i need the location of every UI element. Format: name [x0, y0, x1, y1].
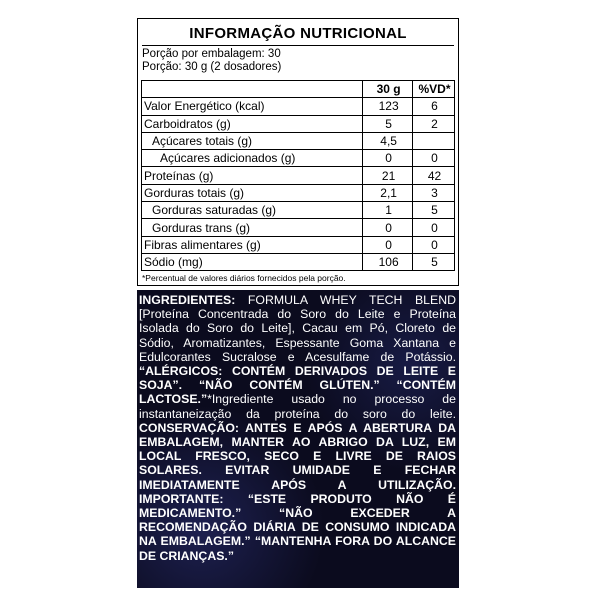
row-daily-value: 5: [413, 253, 455, 270]
table-row: [142, 202, 455, 219]
table-row: [142, 167, 455, 184]
row-daily-value: [413, 132, 455, 149]
nutrition-facts-panel: [137, 18, 459, 286]
table-header-row: [142, 81, 455, 98]
ingredients-text: FORMULA WHEY TECH BLEND [Proteína Concentrada do Soro do Leite e Proteína Isolada do Soro do Leite], Cacau em Pó, Cloreto de Sódio, Aromatizantes, Espessante Goma Xantana e Edulcorantes Sucralose e Acesulfame de Potássio.: [139, 293, 456, 364]
ingredient-footnote: *Ingrediente usado no processo de instantaneização da proteína do soro do leite.: [139, 392, 456, 421]
row-label: Gorduras totais (g): [142, 184, 363, 201]
row-label: Açúcares adicionados (g): [142, 150, 363, 167]
row-amount: 0: [363, 236, 413, 253]
table-row: [142, 132, 455, 149]
storage-and-warnings: CONSERVAÇÃO: ANTES E APÓS A ABERTURA DA EMBALAGEM, MANTER AO ABRIGO DA LUZ, EM LOCAL FRESCO, SECO E LIVRE DE RAIOS SOLARES. EVITAR UMIDADE E FECHAR IMEDIATAMENTE APÓS A UTILIZAÇÃO. IMPORTANTE: “ESTE PRODUTO NÃO É MEDICAMENTO.” “NÃO EXCEDER A RECOMENDAÇÃO DIÁRIA DE CONSUMO INDICADA NA EMBALAGEM.” “MANTENHA FORA DO ALCANCE DE CRIANÇAS.”: [139, 420, 456, 563]
row-amount: 106: [363, 253, 413, 270]
ingredients-panel: [137, 290, 459, 588]
row-daily-value: 6: [413, 98, 455, 115]
row-amount: 2,1: [363, 184, 413, 201]
row-label: Fibras alimentares (g): [142, 236, 363, 253]
table-row: [142, 150, 455, 167]
row-label: Gorduras trans (g): [142, 219, 363, 236]
row-label: Proteínas (g): [142, 167, 363, 184]
row-label: Gorduras saturadas (g): [142, 202, 363, 219]
row-label: Açúcares totais (g): [142, 132, 363, 149]
nutrition-table: [141, 80, 455, 271]
table-row: [142, 98, 455, 115]
nutrition-title: INFORMAÇÃO NUTRICIONAL: [189, 25, 407, 42]
row-amount: 123: [363, 98, 413, 115]
table-row: [142, 115, 455, 132]
gluten-lactose-warning: “NÃO CONTÉM GLÚTEN.” “CONTÉM LACTOSE.”: [139, 378, 456, 407]
header-blank: [142, 81, 363, 98]
table-row: [142, 236, 455, 253]
row-label: Sódio (mg): [142, 253, 363, 270]
row-amount: 4,5: [363, 132, 413, 149]
row-amount: 21: [363, 167, 413, 184]
row-amount: 1: [363, 202, 413, 219]
table-row: [142, 253, 455, 270]
row-daily-value: 0: [413, 219, 455, 236]
table-row: [142, 184, 455, 201]
row-label: Valor Energético (kcal): [142, 98, 363, 115]
ingredients-label: INGREDIENTES:: [139, 293, 236, 307]
allergen-warning: “ALÉRGICOS: CONTÉM DERIVADOS DE LEITE E SOJA”.: [139, 364, 456, 393]
title-divider: [142, 45, 454, 46]
header-amount: 30 g: [363, 81, 413, 98]
header-daily-value: %VD*: [413, 81, 455, 98]
daily-value-footnote: *Percentual de valores diários fornecidos pela porção.: [142, 273, 346, 283]
row-amount: 0: [363, 150, 413, 167]
row-daily-value: 2: [413, 115, 455, 132]
table-row: [142, 219, 455, 236]
row-daily-value: 0: [413, 236, 455, 253]
row-amount: 0: [363, 219, 413, 236]
row-daily-value: 0: [413, 150, 455, 167]
row-amount: 5: [363, 115, 413, 132]
row-daily-value: 42: [413, 167, 455, 184]
servings-per-package: Porção por embalagem: 30: [142, 48, 281, 60]
row-daily-value: 3: [413, 184, 455, 201]
row-label: Carboidratos (g): [142, 115, 363, 132]
serving-size: Porção: 30 g (2 dosadores): [142, 61, 282, 73]
row-daily-value: 5: [413, 202, 455, 219]
